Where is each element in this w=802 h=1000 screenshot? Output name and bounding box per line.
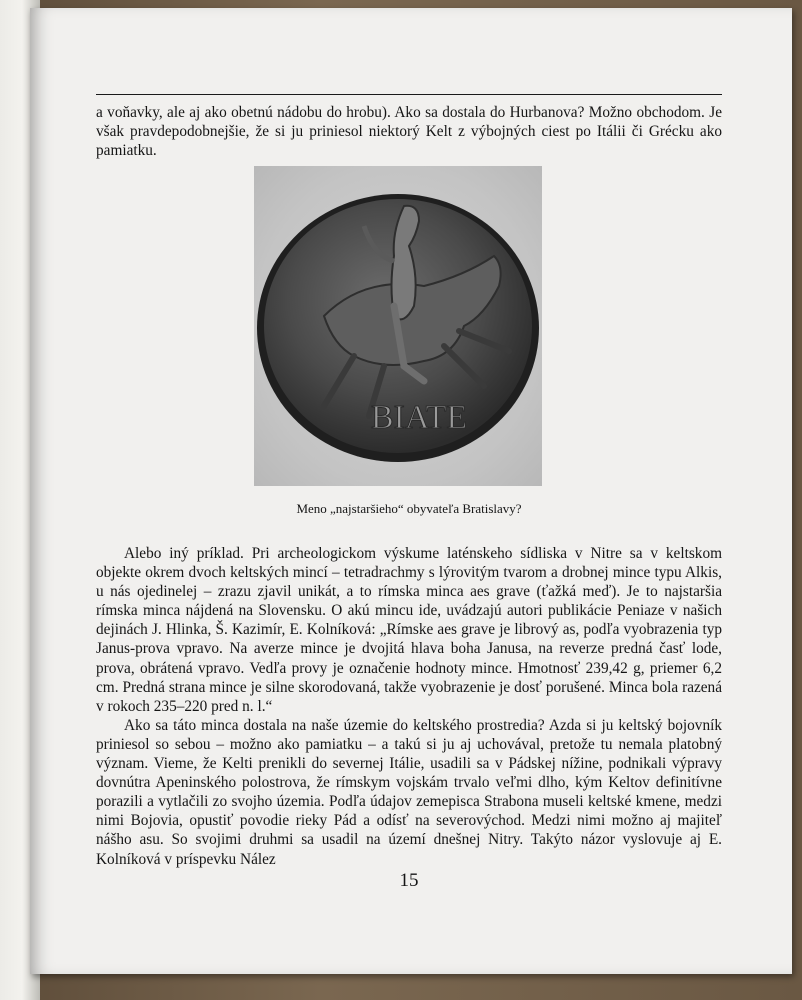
top-paragraph: a voňavky, ale aj ako obetnú nádobu do hrobu). Ako sa dostala do Hurbanova? Možno obchodom. Je však pravdepodobnejšie, že si ju priniesol niektorý Kelt z výbojných ciest po Itálii či Grécku ako pamiatku. [96, 104, 722, 160]
main-text-block [96, 544, 722, 869]
paragraph-2: Ako sa táto minca dostala na naše územie do keltského prostredia? Azda si ju keltský bojovník priniesol so sebou – možno ako pamiatku – a takú si ju aj uchovával, pretože tu nemala platobný význam. Vieme, že Kelti prenikli do severnej Itálie, usadili sa v Pádskej nížine, podnikali výpravy dovnútra Apeninského polostrova, že rímskym vojskám trvalo veľmi dlho, kým Keltov definitívne porazili a vytlačili zo svojho územia. Podľa údajov zemepisca Strabona museli keltské kmene, medzi nimi Bojovia, opustiť povodie rieky Pád a odísť na severovýchod. Medzi nimi možno aj majiteľ nášho asu. So svojimi druhmi sa usadil na území dnešnej Nitry. Takýto názor vyslovuje aj E. Kolníková v príspevku Nález [96, 716, 722, 868]
figure-caption: Meno „najstaršieho“ obyvateľa Bratislavy? [296, 501, 522, 516]
top-text-block [96, 103, 722, 160]
coin-inscription: BIATE [370, 399, 468, 436]
coin-photo [254, 166, 542, 486]
page-number: 15 [399, 870, 419, 891]
book-page [30, 8, 792, 974]
header-rule [96, 94, 722, 95]
coin-illustration [254, 166, 542, 486]
paragraph-1: Alebo iný príklad. Pri archeologickom výskume laténskeho sídliska v Nitre sa v keltskom objekte okrem dvoch keltských mincí – tetradrachmy s lýrovitým tvarom a drobnej mince typu Alkis, u nás ojedinelej – zrazu zjavil unikát, a to rímska minca aes grave (ťažká meď). Je to najstaršia rímska minca nájdená na Slovensku. O akú mincu ide, uvádzajú autori publikácie Peniaze v našich dejinách J. Hlinka, Š. Kazimír, E. Kolníková: „Rímske aes grave je librový as, podľa vyobrazenia typ Janus-prova vpravo. Na averze mince je dvojitá hlava boha Janusa, na reverze predná časť lode, prova, obrátená vpravo. Vedľa provy je označenie hodnoty mince. Hmotnosť 239,42 g, priemer 6,2 cm. Predná strana mince je silne skorodovaná, takže vyobrazenie je dosť porušené. Minca bola razená v rokoch 235–220 pred n. l.“ [96, 545, 722, 715]
